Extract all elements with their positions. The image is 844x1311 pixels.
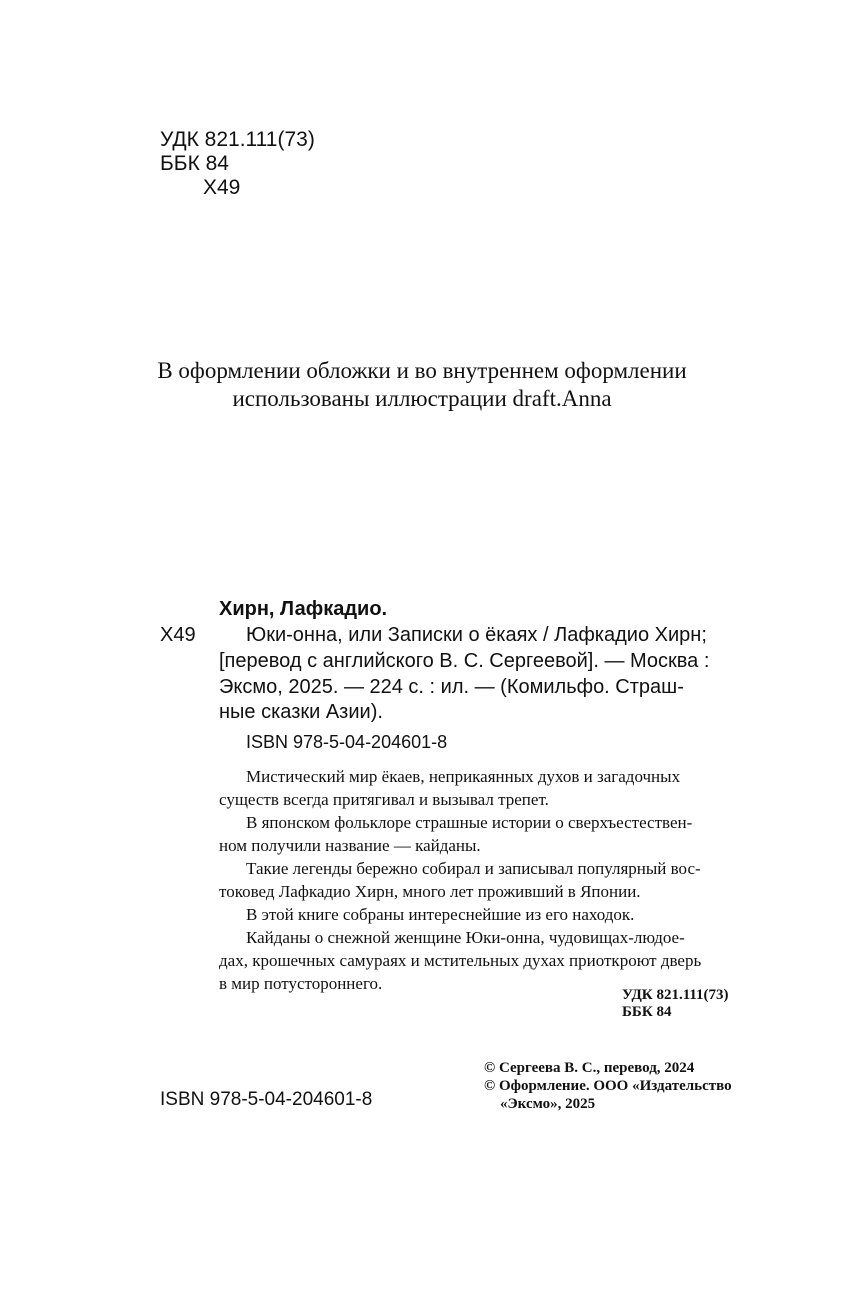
copyright-design-line-2: «Эксмо», 2025 [500, 1096, 596, 1112]
entry-line-1: Юки-онна, или Записки о ёкаях / Лафкадио Хирн; [246, 624, 707, 646]
copyright-design-line-1: © Оформление. ООО «Издательство [484, 1078, 732, 1094]
entry-line-4: ные сказки Азии). [219, 701, 383, 723]
udk-code-top: УДК 821.111(73) [160, 128, 315, 151]
author-heading: Хирн, Лафкадио. [219, 598, 388, 620]
bbk-code-bottom: ББК 84 [622, 1004, 672, 1020]
annotation-line-10: в мир потустороннего. [219, 974, 383, 993]
isbn-bottom: ISBN 978-5-04-204601-8 [160, 1089, 373, 1110]
entry-line-2: [перевод с английского В. С. Сергеевой]. — Москва : [219, 650, 710, 672]
annotation-line-6: токовед Лафкадио Хирн, много лет проживший в Японии. [219, 882, 641, 901]
entry-line-3: Эксмо, 2025. — 224 с. : ил. — (Комильфо. Страш- [219, 676, 684, 698]
entry-isbn: ISBN 978-5-04-204601-8 [246, 732, 448, 752]
copyright-translation: © Сергеева В. С., перевод, 2024 [484, 1060, 695, 1076]
udk-code-bottom: УДК 821.111(73) [622, 987, 729, 1003]
annotation-line-3: В японском фольклоре страшные истории о сверхъестествен- [246, 813, 693, 832]
cover-credit-line-2: использованы иллюстрации draft.Anna [232, 386, 612, 411]
annotation-line-8: Кайданы о снежной женщине Юки-онна, чудовищах-людое- [246, 928, 685, 947]
annotation-line-1: Мистический мир ёкаев, неприкаянных духов и загадочных [246, 767, 681, 786]
annotation-line-2: существ всегда притягивал и вызывал трепет. [219, 790, 549, 809]
annotation-line-9: дах, крошечных самураях и мстительных духах приоткроют дверь [219, 951, 702, 970]
author-mark-entry: Х49 [160, 624, 196, 646]
cover-credit-line-1: В оформлении обложки и во внутреннем оформлении [157, 358, 687, 383]
annotation-line-5: Такие легенды бережно собирал и записывал популярный вос- [246, 859, 701, 878]
bbk-code-top: ББК 84 [160, 152, 229, 175]
author-mark-top: Х49 [203, 176, 241, 199]
annotation-line-4: ном получили название — кайданы. [219, 836, 481, 855]
annotation-line-7: В этой книге собраны интереснейшие из его находок. [246, 905, 635, 924]
